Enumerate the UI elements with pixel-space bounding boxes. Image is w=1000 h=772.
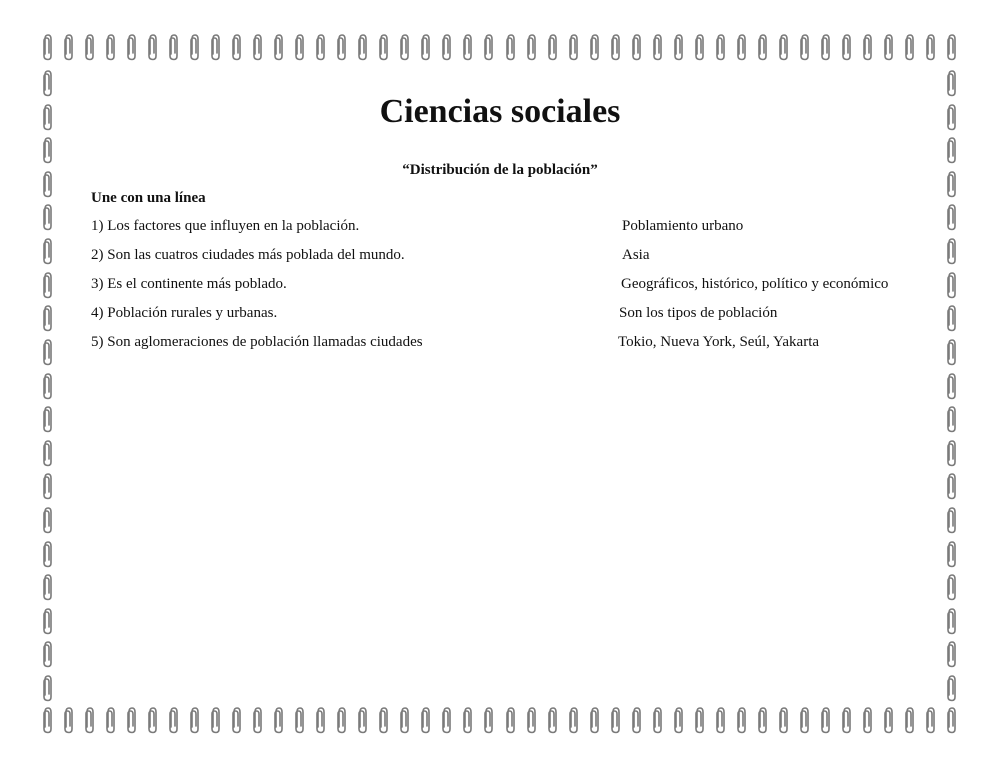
paperclip-icon	[948, 205, 955, 230]
paperclip-icon	[170, 35, 177, 60]
paperclip-icon	[44, 306, 51, 331]
paperclip-icon	[948, 708, 955, 733]
answer-1: Poblamiento urbano	[622, 218, 744, 234]
paperclip-icon	[149, 708, 156, 733]
paperclip-icon	[296, 35, 303, 60]
paperclip-icon	[528, 708, 535, 733]
paperclip-icon	[528, 35, 535, 60]
paperclip-icon	[696, 708, 703, 733]
paperclip-icon	[612, 708, 619, 733]
paperclip-icon	[212, 35, 219, 60]
answer-5: Tokio, Nueva York, Seúl, Yakarta	[618, 334, 820, 350]
paperclip-icon	[254, 708, 261, 733]
paperclip-icon	[948, 609, 955, 634]
paperclip-icon	[44, 205, 51, 230]
paperclip-icon	[759, 35, 766, 60]
paperclip-icon	[717, 708, 724, 733]
paperclip-icon	[443, 35, 450, 60]
paperclip-icon	[44, 35, 51, 60]
page-subtitle: “Distribución de la población”	[402, 162, 598, 178]
paperclip-icon	[822, 708, 829, 733]
question-5: 5) Son aglomeraciones de población llamadas ciudades	[91, 334, 423, 350]
paperclip-icon	[906, 708, 913, 733]
paperclip-icon	[191, 35, 198, 60]
question-4: 4) Población rurales y urbanas.	[91, 305, 278, 321]
question-2: 2) Son las cuatros ciudades más poblada del mundo.	[91, 247, 405, 263]
paperclip-icon	[275, 708, 282, 733]
paperclip-icon	[864, 35, 871, 60]
paperclip-icon	[675, 708, 682, 733]
answer-4: Son los tipos de población	[619, 305, 778, 321]
paperclip-icon	[464, 708, 471, 733]
paperclip-icon	[464, 35, 471, 60]
paperclip-icon	[107, 708, 114, 733]
paperclip-icon	[948, 407, 955, 432]
paperclip-icon	[948, 676, 955, 701]
paperclip-icon	[801, 708, 808, 733]
paperclip-icon	[948, 35, 955, 60]
paperclip-icon	[254, 35, 261, 60]
paperclip-icon	[738, 35, 745, 60]
paperclip-icon	[507, 35, 514, 60]
paperclip-icon	[570, 35, 577, 60]
paperclip-icon	[359, 708, 366, 733]
paperclip-icon	[170, 708, 177, 733]
paperclip-icon	[44, 508, 51, 533]
paperclip-icon	[780, 35, 787, 60]
paperclip-icon	[801, 35, 808, 60]
paperclip-icon	[654, 35, 661, 60]
paperclip-icon	[948, 474, 955, 499]
paperclip-icon	[44, 474, 51, 499]
paperclip-icon	[948, 542, 955, 567]
paperclip-icon	[44, 609, 51, 634]
paperclip-icon	[906, 35, 913, 60]
paperclip-icon	[696, 35, 703, 60]
paperclip-icon	[948, 508, 955, 533]
paperclip-icon	[65, 708, 72, 733]
paperclip-icon	[149, 35, 156, 60]
paperclip-icon	[107, 35, 114, 60]
paperclip-icon	[86, 708, 93, 733]
paperclip-icon	[296, 708, 303, 733]
paperclip-icon	[654, 708, 661, 733]
paperclip-icon	[822, 35, 829, 60]
paperclip-icon	[401, 708, 408, 733]
paperclip-icon	[359, 35, 366, 60]
paperclip-icon	[948, 441, 955, 466]
paperclip-icon	[338, 35, 345, 60]
paperclip-icon	[86, 35, 93, 60]
paperclip-icon	[44, 441, 51, 466]
paperclip-icon	[570, 708, 577, 733]
paperclip-icon	[44, 542, 51, 567]
paperclip-icon	[422, 708, 429, 733]
paperclip-icon	[44, 374, 51, 399]
paperclip-icon	[128, 35, 135, 60]
paperclip-icon	[948, 138, 955, 163]
paperclip-icon	[948, 239, 955, 264]
answer-2: Asia	[622, 247, 650, 263]
question-3: 3) Es el continente más poblado.	[91, 276, 287, 292]
paperclip-icon	[948, 642, 955, 667]
paperclip-icon	[422, 35, 429, 60]
paperclip-icon	[44, 138, 51, 163]
paperclip-icon	[191, 708, 198, 733]
instruction-text: Une con una línea	[91, 190, 206, 206]
paperclip-icon	[948, 575, 955, 600]
paperclip-icon	[401, 35, 408, 60]
paperclip-icon	[885, 35, 892, 60]
paperclip-icon	[843, 708, 850, 733]
paperclip-icon	[44, 676, 51, 701]
paperclip-icon	[233, 708, 240, 733]
paperclip-icon	[885, 708, 892, 733]
paperclip-icon	[380, 35, 387, 60]
paperclip-icon	[128, 708, 135, 733]
paperclip-icon	[591, 35, 598, 60]
paperclip-icon	[927, 708, 934, 733]
paperclip-icon	[65, 35, 72, 60]
paperclip-icon	[338, 708, 345, 733]
paperclip-icon	[549, 35, 556, 60]
paperclip-icon	[948, 306, 955, 331]
paperclip-icon	[927, 35, 934, 60]
paperclip-icon	[507, 708, 514, 733]
paperclip-icon	[612, 35, 619, 60]
paperclip-icon	[948, 374, 955, 399]
paperclip-icon	[44, 273, 51, 298]
paperclip-icon	[843, 35, 850, 60]
paperclip-icon	[591, 708, 598, 733]
paperclip-icon	[233, 35, 240, 60]
paperclip-icon	[380, 708, 387, 733]
paperclip-icon	[443, 708, 450, 733]
paperclip-icon	[44, 340, 51, 365]
paperclip-icon	[44, 239, 51, 264]
question-1: 1) Los factores que influyen en la población.	[91, 218, 360, 234]
paperclip-icon	[275, 35, 282, 60]
paperclip-icon	[948, 340, 955, 365]
paperclip-icon	[780, 708, 787, 733]
paperclip-icon	[759, 708, 766, 733]
paperclip-icon	[675, 35, 682, 60]
paperclip-icon	[864, 708, 871, 733]
paperclip-icon	[633, 708, 640, 733]
paperclip-icon	[948, 273, 955, 298]
paperclip-icon	[633, 35, 640, 60]
paperclip-icon	[44, 407, 51, 432]
paperclip-icon	[44, 642, 51, 667]
paperclip-icon	[212, 708, 219, 733]
paperclip-icon	[549, 708, 556, 733]
paperclip-icon	[485, 35, 492, 60]
page-title: Ciencias sociales	[379, 93, 621, 130]
paperclip-icon	[717, 35, 724, 60]
paperclip-icon	[44, 575, 51, 600]
paperclip-icon	[485, 708, 492, 733]
paperclip-icon	[317, 35, 324, 60]
answer-3: Geográficos, histórico, político y económico	[621, 276, 889, 292]
paperclip-icon	[317, 708, 324, 733]
paperclip-icon	[738, 708, 745, 733]
paperclip-icon	[44, 708, 51, 733]
